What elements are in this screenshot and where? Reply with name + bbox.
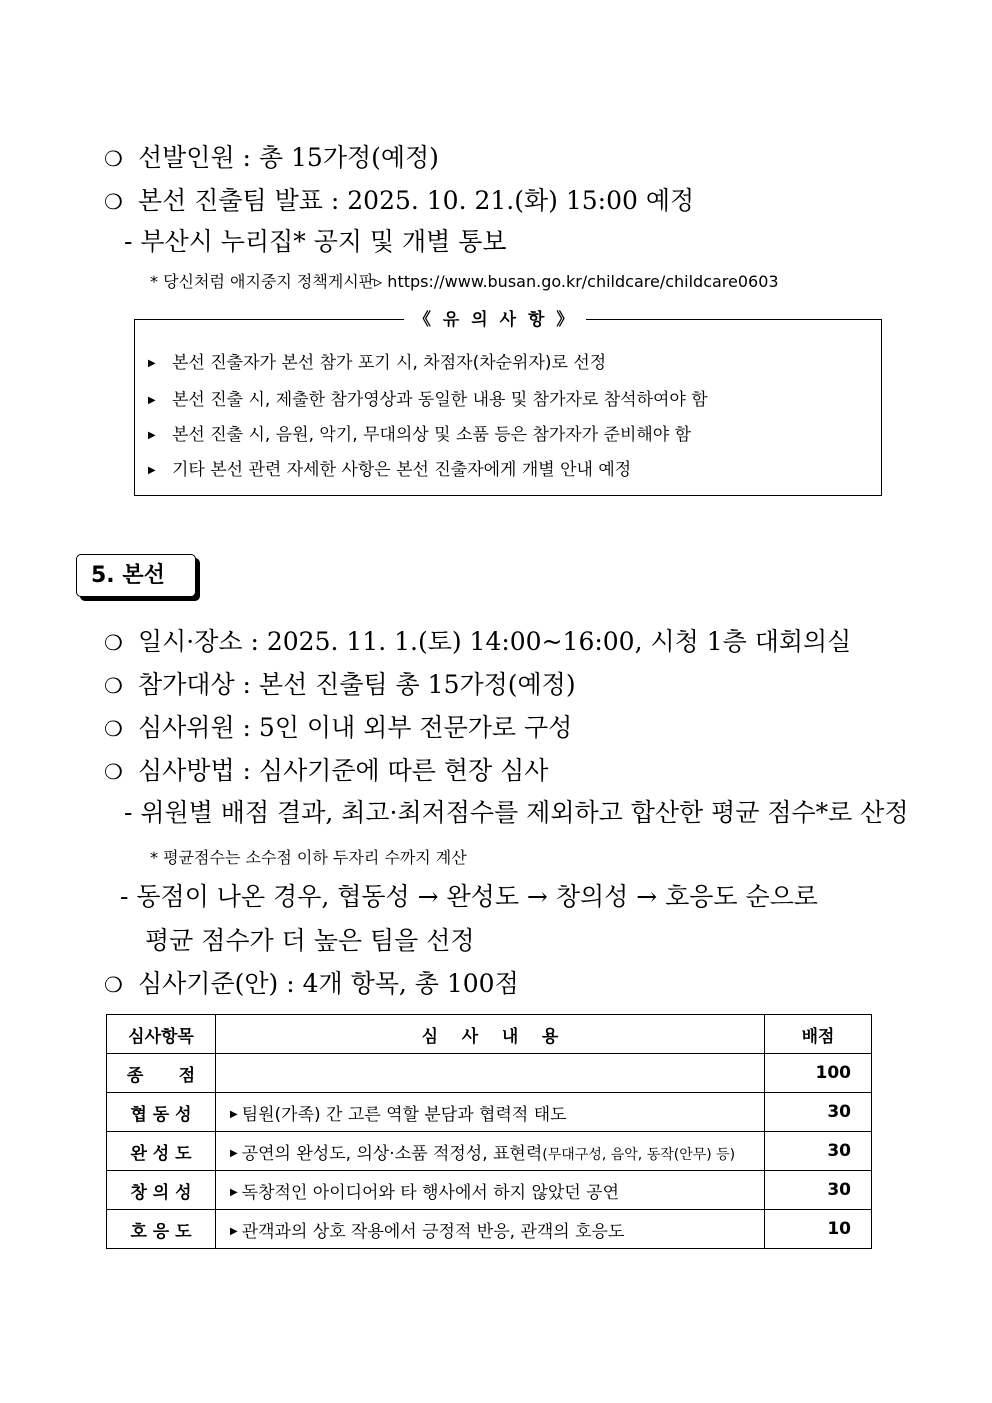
triangle-bullet-icon: ▶ [148, 357, 156, 369]
table-row [107, 1093, 872, 1132]
triangle-bullet-icon: ▶ [230, 1226, 238, 1237]
criteria-table [106, 1014, 872, 1249]
row-content: ▶ 팀원(가족) 간 고른 역할 분담과 협력적 태도 [216, 1093, 765, 1132]
circle-bullet-icon: ❍ [104, 674, 123, 698]
total-content [216, 1054, 765, 1093]
row-item: 창 의 성 [107, 1171, 216, 1210]
row-score: 30 [765, 1093, 872, 1132]
row-score: 30 [765, 1132, 872, 1171]
notice-item: ▶ 본선 진출자가 본선 참가 포기 시, 차점자(차순위자)로 선정 [148, 353, 607, 373]
method-note: * 평균점수는 소수점 이하 두자리 수까지 계산 [150, 848, 467, 867]
bullet-judges: ❍ 심사위원 : 5인 이내 외부 전문가로 구성 [104, 713, 573, 742]
total-score: 100 [765, 1054, 872, 1093]
table-row [107, 1132, 872, 1171]
header-score: 배점 [765, 1015, 872, 1054]
triangle-bullet-icon: ▶ [148, 394, 156, 406]
triangle-bullet-icon: ▶ [230, 1109, 238, 1120]
method-sub1: - 위원별 배점 결과, 최고·최저점수를 제외하고 합산한 평균 점수*로 산정 [124, 798, 909, 827]
row-item: 호 응 도 [107, 1210, 216, 1249]
row-score: 30 [765, 1171, 872, 1210]
row-score: 10 [765, 1210, 872, 1249]
triangle-bullet-icon: ▶ [230, 1148, 238, 1159]
header-item: 심사항목 [107, 1015, 216, 1054]
table-row [107, 1171, 872, 1210]
triangle-bullet-icon: ▶ [148, 464, 156, 476]
section-title: 5. 본선 [76, 554, 196, 597]
circle-bullet-icon: ❍ [104, 717, 123, 741]
total-label: 종 점 [107, 1054, 216, 1093]
circle-bullet-icon: ❍ [104, 760, 123, 784]
notice-item: ▶ 본선 진출 시, 음원, 악기, 무대의상 및 소품 등은 참가자가 준비해야 함 [148, 425, 692, 445]
circle-bullet-icon: ❍ [104, 631, 123, 655]
bullet-finalist-announcement: ❍ 본선 진출팀 발표 : 2025. 10. 21.(화) 15:00 예정 [104, 186, 695, 215]
triangle-bullet-icon: ▶ [148, 429, 156, 441]
row-item: 완 성 도 [107, 1132, 216, 1171]
table-header-row [107, 1015, 872, 1054]
table-row-total [107, 1054, 872, 1093]
announce-note: * 당신처럼 애지중지 정책게시판▹ https://www.busan.go.kr/childcare/childcare0603 [150, 272, 779, 291]
row-content: ▶ 독창적인 아이디어와 타 행사에서 하지 않았던 공연 [216, 1171, 765, 1210]
row-item: 협 동 성 [107, 1093, 216, 1132]
announce-sub: - 부산시 누리집* 공지 및 개별 통보 [124, 227, 507, 256]
notice-item: ▶ 본선 진출 시, 제출한 참가영상과 동일한 내용 및 참가자로 참석하여야 함 [148, 390, 708, 410]
bullet-judging-method: ❍ 심사방법 : 심사기준에 따른 현장 심사 [104, 756, 549, 785]
row-content: ▶ 관객과의 상호 작용에서 긍정적 반응, 관객의 호응도 [216, 1210, 765, 1249]
header-content: 심 사 내 용 [216, 1015, 765, 1054]
triangle-bullet-icon: ▶ [230, 1187, 238, 1198]
circle-bullet-icon: ❍ [104, 973, 123, 997]
notice-title: 《 유 의 사 항 》 [404, 305, 586, 330]
notice-item: ▶ 기타 본선 관련 자세한 사항은 본선 진출자에게 개별 안내 예정 [148, 460, 632, 480]
bullet-criteria: ❍ 심사기준(안) : 4개 항목, 총 100점 [104, 969, 519, 998]
method-sub2-line1: - 동점이 나온 경우, 협동성 → 완성도 → 창의성 → 호응도 순으로 [120, 882, 818, 911]
bullet-date-place: ❍ 일시·장소 : 2025. 11. 1.(토) 14:00~16:00, 시청 1층 대회의실 [104, 627, 852, 656]
bullet-selection-count: ❍ 선발인원 : 총 15가정(예정) [104, 143, 439, 172]
bullet-participants: ❍ 참가대상 : 본선 진출팀 총 15가정(예정) [104, 670, 576, 699]
row-content: ▶ 공연의 완성도, 의상·소품 적정성, 표현력(무대구성, 음악, 동작(안무) 등) [216, 1132, 765, 1171]
circle-bullet-icon: ❍ [104, 147, 123, 171]
method-sub2-line2: 평균 점수가 더 높은 팀을 선정 [145, 926, 475, 955]
table-row [107, 1210, 872, 1249]
circle-bullet-icon: ❍ [104, 190, 123, 214]
